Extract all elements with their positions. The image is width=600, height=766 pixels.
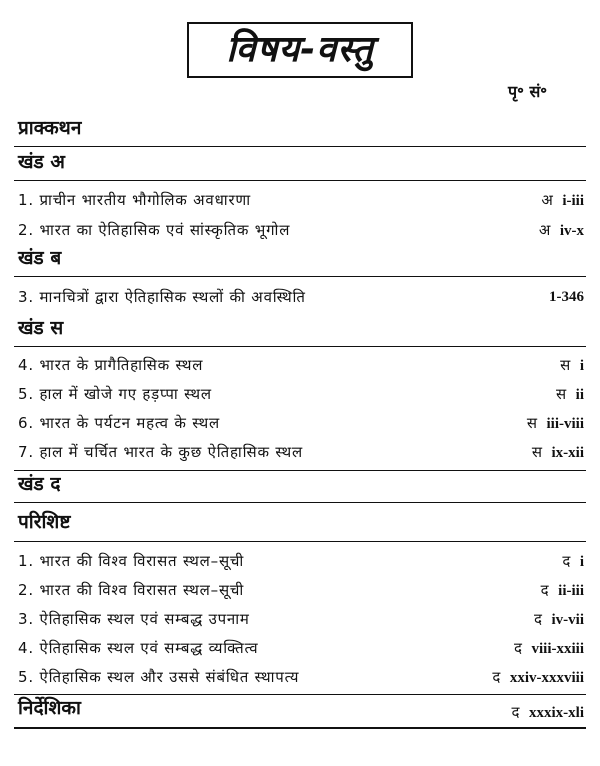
toc-entry: [18, 638, 584, 662]
page-range: 1-346: [549, 289, 584, 305]
page-title: विषय-वस्तु: [226, 29, 374, 70]
section-b-heading: खंड ब: [18, 247, 62, 269]
toc-entry-label: 6. भारत के पर्यटन महत्व के स्थल: [18, 414, 220, 432]
divider: [14, 694, 586, 695]
toc-entry: [18, 355, 584, 379]
toc-entry-label: 4. भारत के प्रागैतिहासिक स्थल: [18, 356, 204, 374]
divider: [14, 180, 586, 181]
toc-entry-page: [541, 580, 584, 600]
toc-entry-label: 5. ऐतिहासिक स्थल और उससे संबंधित स्थापत्य: [18, 668, 300, 686]
page-prefix: द: [513, 639, 522, 657]
page-range: xxxix-xli: [529, 705, 584, 721]
toc-entry: [18, 551, 584, 575]
toc-entry-label: 1. प्राचीन भारतीय भौगोलिक अवधारणा: [18, 191, 251, 209]
toc-entry: [18, 384, 584, 408]
toc-entry: [18, 413, 584, 437]
toc-entry: [18, 190, 584, 214]
page-prefix: स: [526, 414, 537, 432]
page-prefix: द: [540, 581, 549, 599]
page-prefix: स: [531, 443, 542, 461]
page-prefix: स: [560, 356, 571, 374]
toc-entry-label: 3. मानचित्रों द्वारा ऐतिहासिक स्थलों की अवस्थिति: [18, 288, 306, 306]
page-range: ii: [575, 387, 584, 403]
toc-entry-label: 3. ऐतिहासिक स्थल एवं सम्बद्ध उपनाम: [18, 610, 250, 628]
toc-entry: [18, 220, 584, 244]
page-range: i: [579, 358, 584, 374]
index-heading: निर्देशिका: [18, 697, 81, 719]
page-range: ix-xii: [551, 445, 584, 461]
divider: [14, 276, 586, 277]
page-number-column-header: पृ॰ सं॰: [508, 82, 548, 101]
index-page-entry: [18, 702, 584, 726]
toc-entry-page: [541, 190, 584, 210]
page-prefix: द: [533, 610, 542, 628]
toc-entry: [18, 667, 584, 691]
toc-entry-page: [556, 384, 584, 404]
toc-entry-page: [549, 287, 584, 306]
page-range: iv-x: [559, 223, 584, 239]
toc-entry-page: [560, 355, 584, 375]
section-s-heading: खंड स: [18, 317, 64, 339]
page-prefix: द: [511, 703, 520, 721]
toc-entry: [18, 442, 584, 466]
divider: [14, 541, 586, 542]
toc-entry-label: 2. भारत की विश्व विरासत स्थल–सूची: [18, 581, 245, 599]
toc-entry-label: 7. हाल में चर्चित भारत के कुछ ऐतिहासिक स्थल: [18, 443, 304, 461]
toc-entry-page: [532, 442, 584, 462]
page-range: iii-viii: [546, 416, 584, 432]
foreword-heading: प्राक्कथन: [18, 117, 82, 139]
page-prefix: अ: [541, 191, 553, 209]
page-range: i: [579, 554, 584, 570]
divider: [14, 146, 586, 147]
toc-entry-page: [527, 413, 584, 433]
toc-entry: [18, 580, 584, 604]
section-a-heading: खंड अ: [18, 151, 65, 173]
title-box: [187, 22, 413, 78]
page-range: xxiv-xxxviii: [509, 670, 584, 686]
page-range: ii-iii: [558, 583, 584, 599]
toc-entry-page: [534, 609, 584, 629]
page-range: i-iii: [562, 193, 584, 209]
divider: [14, 727, 586, 729]
toc-entry-page: [511, 702, 584, 722]
page-prefix: स: [555, 385, 567, 403]
section-d-heading: खंड द: [18, 473, 61, 495]
toc-entry-label: 5. हाल में खोजे गए हड़प्पा स्थल: [18, 385, 212, 403]
toc-entry: [18, 609, 584, 633]
page-prefix: द: [562, 552, 571, 570]
toc-entry-label: 2. भारत का ऐतिहासिक एवं सांस्कृतिक भूगोल: [18, 221, 291, 239]
toc-entry-page: [539, 220, 584, 240]
toc-entry: [18, 287, 584, 311]
divider: [14, 470, 586, 471]
divider: [14, 346, 586, 347]
page-range: viii-xxiii: [531, 641, 584, 657]
toc-entry-label: 4. ऐतिहासिक स्थल एवं सम्बद्ध व्यक्तित्व: [18, 639, 259, 657]
page-range: iv-vii: [551, 612, 584, 628]
toc-entry-page: [492, 667, 584, 687]
toc-entry-page: [514, 638, 584, 658]
page-prefix: अ: [538, 221, 551, 239]
appendix-heading: परिशिष्ट: [18, 511, 71, 533]
page-prefix: द: [492, 668, 501, 686]
toc-entry-label: 1. भारत की विश्व विरासत स्थल–सूची: [18, 552, 245, 570]
divider: [14, 502, 586, 503]
toc-entry-page: [562, 551, 584, 571]
